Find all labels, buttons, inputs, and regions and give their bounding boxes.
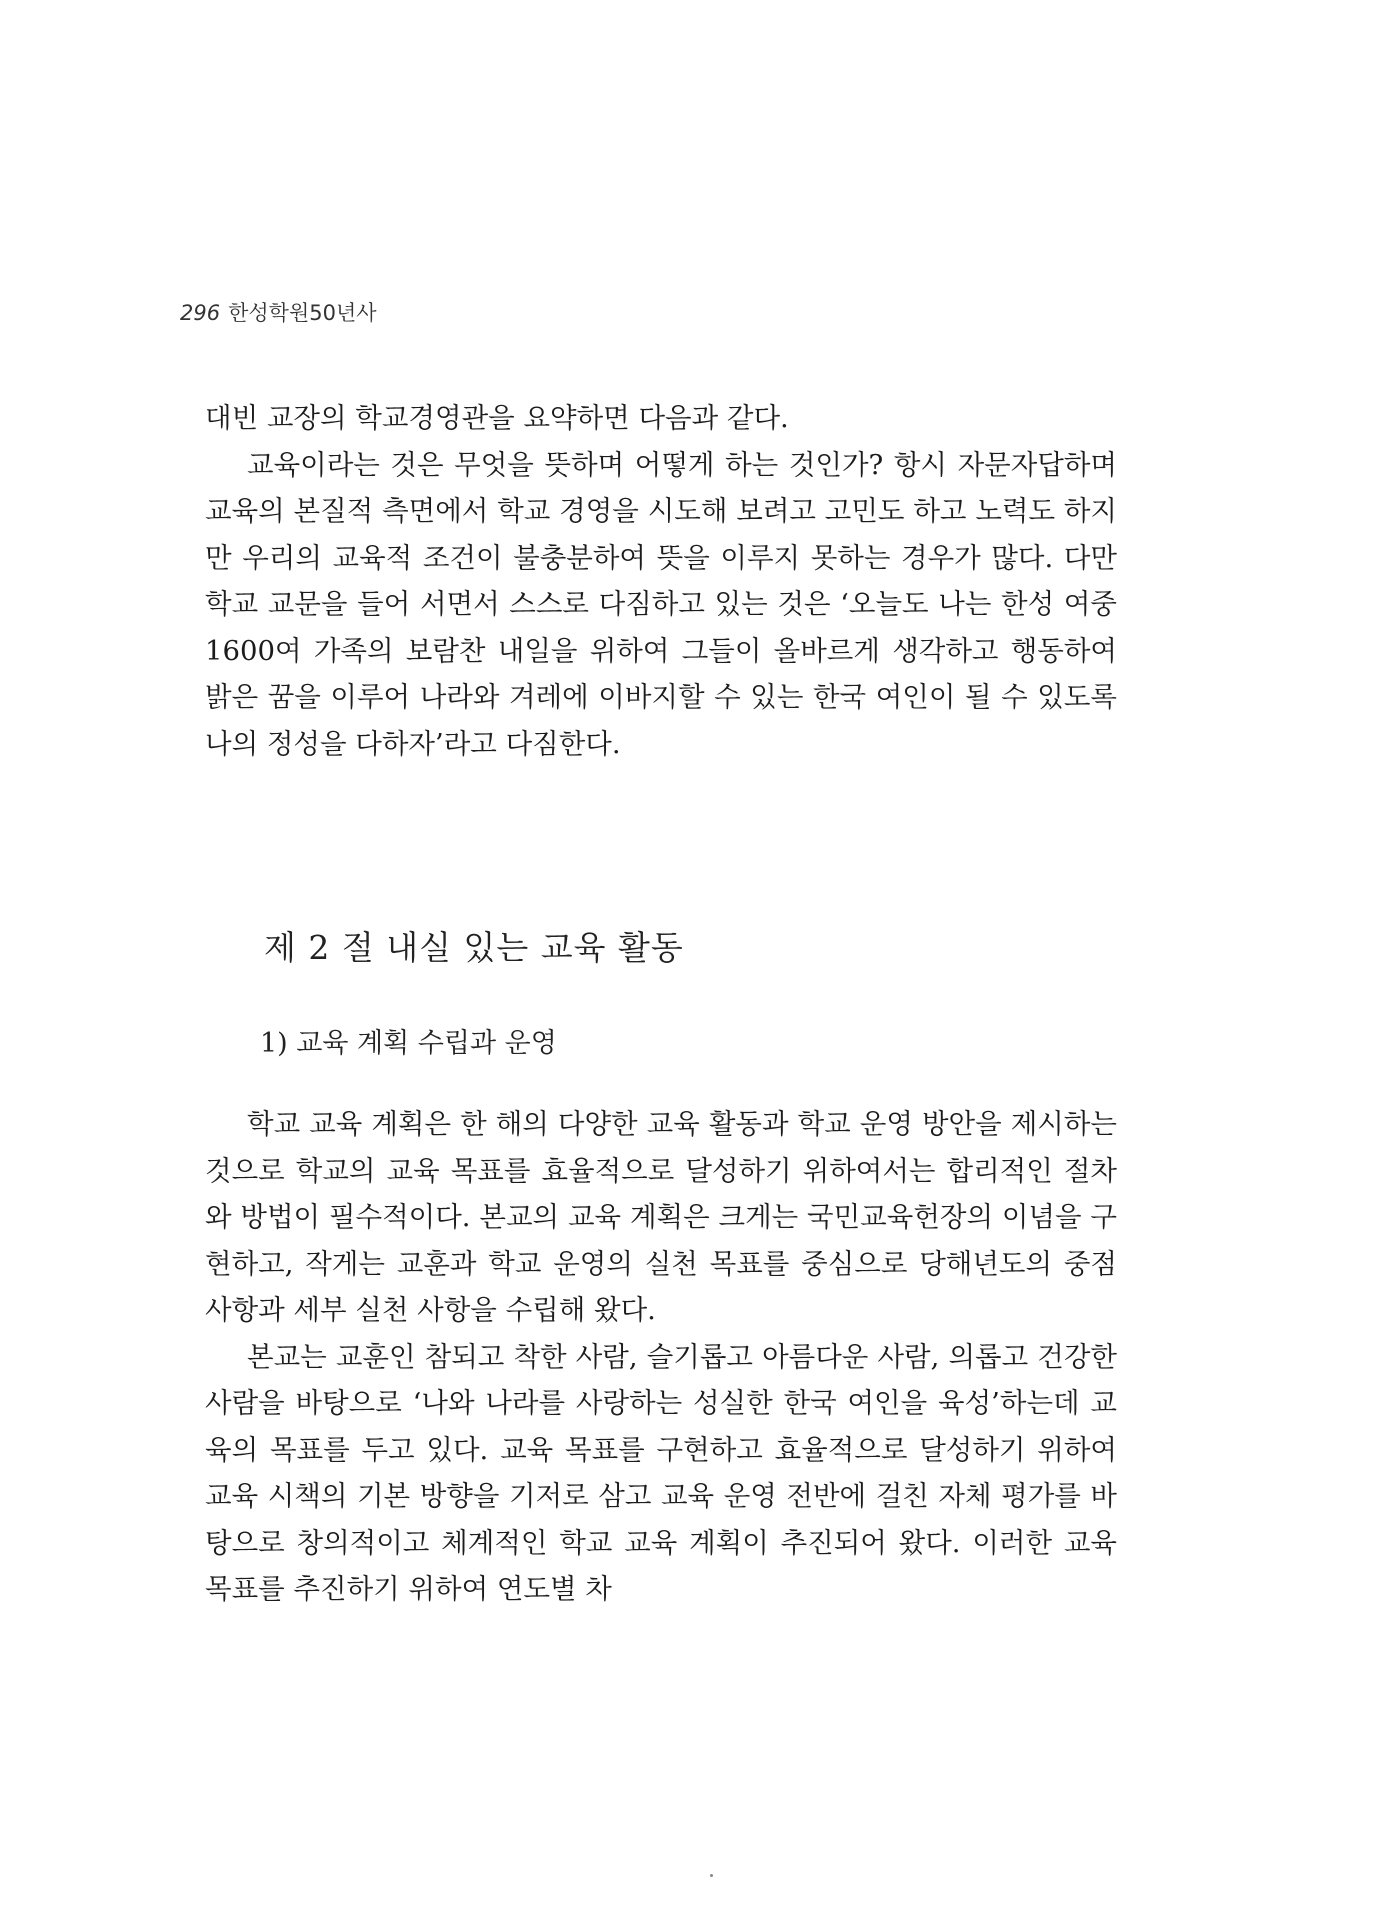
body-text (205, 1101, 1117, 1613)
running-header (180, 297, 377, 327)
body-paragraph-2: 본교는 교훈인 참되고 착한 사람, 슬기롭고 아름다운 사람, 의롭고 건강한 사람을 바탕으로 ‘나와 나라를 사랑하는 성실한 한국 여인을 육성’하는데 교육의 목표를 두고 있다. 교육 목표를 구현하고 효율적으로 달성하기 위하여 교육 시책의 기본 방향을 기저로 삼고 교육 운영 전반에 걸친 자체 평가를 바탕으로 창의적이고 체계적인 학교 교육 계획이 추진되어 왔다. 이러한 교육 목표를 추진하기 위하여 연도별 차 (205, 1340, 1117, 1605)
section-title: 제 2 절 내실 있는 교육 활동 (264, 928, 684, 967)
page-number: 296 (180, 301, 221, 325)
intro-lead-line: 대빈 교장의 학교경영관을 요약하면 다음과 같다. (205, 402, 789, 434)
book-title: 한성학원50년사 (228, 301, 377, 325)
body-paragraph-1: 학교 교육 계획은 한 해의 다양한 교육 활동과 학교 운영 방안을 제시하는 것으로 학교의 교육 목표를 효율적으로 달성하기 위하여서는 합리적인 절차와 방법이 필수적이다. 본교의 교육 계획은 크게는 국민교육헌장의 이념을 구현하고, 작게는 교훈과 학교 운영의 실천 목표를 중심으로 당해년도의 중점 사항과 세부 실천 사항을 수립해 왔다. (205, 1108, 1117, 1326)
intro-paragraph: 교육이라는 것은 무엇을 뜻하며 어떻게 하는 것인가? 항시 자문자답하며 교육의 본질적 측면에서 학교 경영을 시도해 보려고 고민도 하고 노력도 하지만 우리의 교육적 조건이 불충분하여 뜻을 이루지 못하는 경우가 많다. 다만 학교 교문을 들어 서면서 스스로 다짐하고 있는 것은 ‘오늘도 나는 한성 여중 1600여 가족의 보람찬 내일을 위하여 그들이 올바르게 생각하고 행동하여 밝은 꿈을 이루어 나라와 겨레에 이바지할 수 있는 한국 여인이 될 수 있도록 나의 정성을 다하자’라고 다짐한다. (205, 448, 1117, 760)
scan-speck (710, 1874, 713, 1877)
intro-text (205, 395, 1117, 767)
subsection-title: 1) 교육 계획 수립과 운영 (260, 1028, 557, 1059)
